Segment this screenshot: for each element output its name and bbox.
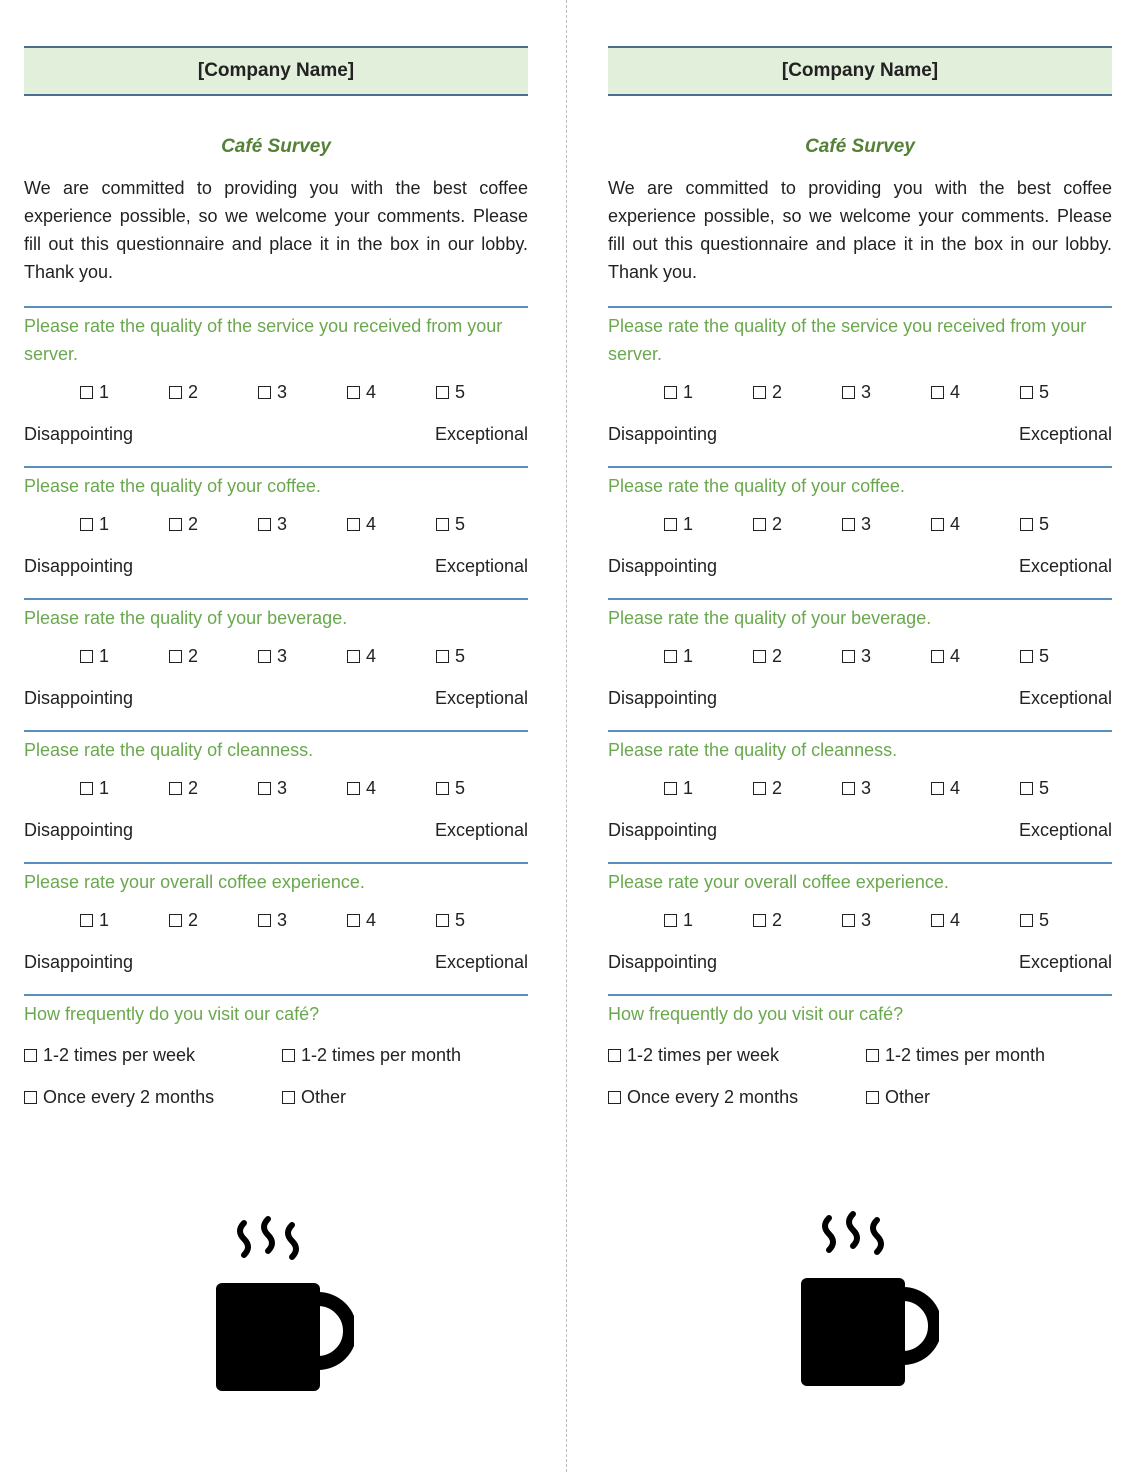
scale-low-label: Disappointing [608, 556, 718, 576]
rating-label: 5 [455, 909, 466, 930]
company-name: [Company Name] [24, 46, 528, 96]
checkbox[interactable] [80, 518, 93, 531]
frequency-options [24, 1042, 528, 1110]
question-text: Please rate the quality of cleanness. [24, 740, 314, 760]
checkbox[interactable] [80, 386, 93, 399]
rating-label: 2 [772, 645, 783, 666]
rating-option-4[interactable] [347, 646, 436, 667]
rating-option-3[interactable] [842, 514, 931, 535]
checkbox[interactable] [436, 386, 449, 399]
checkbox[interactable] [169, 386, 182, 399]
scale-high-label: Exceptional [434, 688, 528, 708]
rating-option-4[interactable] [931, 382, 1020, 403]
question-text: Please rate the quality of your beverage. [24, 608, 348, 628]
checkbox[interactable] [282, 1049, 295, 1062]
rating-label: 5 [1039, 777, 1050, 798]
frequency-label: Other [301, 1087, 347, 1107]
rating-option-4[interactable] [931, 646, 1020, 667]
rating-label: 4 [366, 777, 377, 798]
checkbox[interactable] [80, 914, 93, 927]
rating-option-2[interactable] [753, 514, 842, 535]
question-block [608, 862, 1112, 974]
checkbox[interactable] [347, 782, 360, 795]
rating-scale [608, 950, 1112, 974]
rating-option-3[interactable] [842, 382, 931, 403]
checkbox[interactable] [1020, 518, 1033, 531]
rating-label: 5 [455, 513, 466, 534]
checkbox[interactable] [169, 650, 182, 663]
checkbox[interactable] [169, 914, 182, 927]
rating-label: 4 [950, 513, 961, 534]
rating-option-1[interactable] [664, 646, 753, 667]
scale-low-label: Disappointing [608, 688, 718, 708]
scale-high-label: Exceptional [1018, 424, 1112, 444]
checkbox[interactable] [753, 650, 766, 663]
question-block [24, 730, 528, 842]
rating-scale [24, 950, 528, 974]
scale-low-label: Disappointing [608, 952, 718, 972]
checkbox[interactable] [753, 782, 766, 795]
rating-label: 4 [366, 513, 377, 534]
rating-option-1[interactable] [80, 514, 169, 535]
checkbox[interactable] [664, 650, 677, 663]
frequency-block [24, 994, 528, 1110]
checkbox[interactable] [436, 914, 449, 927]
frequency-option[interactable] [24, 1042, 282, 1068]
checkbox[interactable] [24, 1049, 37, 1062]
checkbox[interactable] [24, 1091, 37, 1104]
rating-option-4[interactable] [931, 910, 1020, 931]
rating-option-4[interactable] [931, 778, 1020, 799]
rating-label: 2 [772, 909, 783, 930]
scale-high-label: Exceptional [434, 556, 528, 576]
rating-option-1[interactable] [80, 646, 169, 667]
rating-label: 1 [99, 645, 110, 666]
rating-option-3[interactable] [842, 910, 931, 931]
rating-option-5[interactable] [1020, 382, 1109, 403]
rating-label: 1 [683, 645, 694, 666]
rating-label: 3 [861, 645, 872, 666]
rating-option-5[interactable] [436, 514, 525, 535]
rating-option-5[interactable] [1020, 646, 1109, 667]
rating-label: 3 [277, 777, 288, 798]
checkbox[interactable] [608, 1091, 621, 1104]
frequency-option[interactable] [866, 1042, 1112, 1068]
question-block [24, 306, 528, 446]
rating-scale [24, 422, 528, 446]
rating-label: 1 [683, 909, 694, 930]
rating-label: 2 [188, 381, 199, 402]
rating-options [24, 510, 528, 538]
frequency-label: 1-2 times per week [627, 1045, 780, 1065]
question-text: Please rate your overall coffee experience. [608, 872, 949, 892]
checkbox[interactable] [931, 914, 944, 927]
checkbox[interactable] [80, 782, 93, 795]
rating-option-1[interactable] [664, 778, 753, 799]
rating-option-2[interactable] [753, 910, 842, 931]
scale-high-label: Exceptional [434, 820, 528, 840]
rating-scale [608, 422, 1112, 446]
rating-label: 5 [1039, 513, 1050, 534]
checkbox[interactable] [258, 386, 271, 399]
checkbox[interactable] [931, 386, 944, 399]
rating-option-4[interactable] [931, 514, 1020, 535]
coffee-mug-icon [212, 1215, 354, 1395]
rating-label: 3 [861, 777, 872, 798]
checkbox[interactable] [169, 518, 182, 531]
rating-label: 1 [683, 777, 694, 798]
scale-high-label: Exceptional [434, 424, 528, 444]
question-block [608, 466, 1112, 578]
question-block [24, 598, 528, 710]
checkbox[interactable] [436, 782, 449, 795]
question-block [608, 306, 1112, 446]
checkbox[interactable] [608, 1049, 621, 1062]
rating-option-2[interactable] [169, 910, 258, 931]
rating-label: 1 [99, 777, 110, 798]
question-text: Please rate the quality of cleanness. [608, 740, 898, 760]
rating-label: 4 [950, 645, 961, 666]
rating-option-2[interactable] [169, 382, 258, 403]
checkbox[interactable] [347, 914, 360, 927]
rating-label: 2 [188, 777, 199, 798]
rating-option-1[interactable] [664, 910, 753, 931]
rating-label: 2 [188, 513, 199, 534]
checkbox[interactable] [842, 914, 855, 927]
rating-option-3[interactable] [258, 514, 347, 535]
frequency-label: 1-2 times per month [301, 1045, 462, 1065]
rating-label: 1 [99, 513, 110, 534]
checkbox[interactable] [664, 914, 677, 927]
scale-high-label: Exceptional [1018, 820, 1112, 840]
checkbox[interactable] [664, 518, 677, 531]
checkbox[interactable] [753, 518, 766, 531]
rating-option-2[interactable] [753, 382, 842, 403]
rating-option-5[interactable] [436, 778, 525, 799]
checkbox[interactable] [842, 782, 855, 795]
coffee-mug-icon [797, 1210, 939, 1390]
rating-option-3[interactable] [258, 646, 347, 667]
rating-scale [608, 686, 1112, 710]
rating-scale [24, 818, 528, 842]
frequency-option[interactable] [282, 1084, 528, 1110]
rating-label: 2 [188, 645, 199, 666]
rating-label: 1 [683, 513, 694, 534]
question-text: Please rate the quality of your coffee. [24, 476, 321, 496]
rating-label: 5 [455, 777, 466, 798]
rating-label: 1 [683, 381, 694, 402]
question-block [24, 466, 528, 578]
rating-options [608, 378, 1112, 406]
rating-label: 5 [1039, 381, 1050, 402]
survey-title: Café Survey [221, 136, 331, 157]
scale-low-label: Disappointing [24, 556, 134, 576]
frequency-block [608, 994, 1112, 1110]
question-text: Please rate the quality of the service you received from your server. [24, 316, 503, 364]
rating-options [24, 378, 528, 406]
rating-label: 5 [1039, 909, 1050, 930]
rating-options [24, 642, 528, 670]
checkbox[interactable] [931, 782, 944, 795]
cut-line [566, 0, 567, 1472]
rating-option-1[interactable] [80, 778, 169, 799]
checkbox[interactable] [80, 650, 93, 663]
rating-label: 4 [366, 381, 377, 402]
checkbox[interactable] [866, 1091, 879, 1104]
rating-option-5[interactable] [436, 382, 525, 403]
checkbox[interactable] [931, 650, 944, 663]
checkbox[interactable] [347, 386, 360, 399]
rating-option-2[interactable] [753, 778, 842, 799]
survey-card-right [608, 46, 1112, 1110]
checkbox[interactable] [753, 914, 766, 927]
rating-label: 4 [950, 909, 961, 930]
rating-label: 2 [772, 381, 783, 402]
rating-option-1[interactable] [664, 382, 753, 403]
question-text: Please rate the quality of your coffee. [608, 476, 905, 496]
rating-option-1[interactable] [80, 382, 169, 403]
rating-option-5[interactable] [436, 646, 525, 667]
rating-option-4[interactable] [347, 382, 436, 403]
rating-label: 3 [277, 645, 288, 666]
checkbox[interactable] [866, 1049, 879, 1062]
checkbox[interactable] [258, 914, 271, 927]
frequency-label: 1-2 times per month [885, 1045, 1046, 1065]
frequency-option[interactable] [608, 1084, 866, 1110]
rating-label: 4 [950, 381, 961, 402]
rating-options [608, 642, 1112, 670]
rating-option-5[interactable] [1020, 514, 1109, 535]
rating-label: 3 [861, 909, 872, 930]
rating-option-4[interactable] [347, 778, 436, 799]
rating-label: 1 [99, 381, 110, 402]
rating-options [608, 510, 1112, 538]
checkbox[interactable] [1020, 650, 1033, 663]
rating-options [608, 774, 1112, 802]
rating-label: 3 [277, 513, 288, 534]
checkbox[interactable] [1020, 386, 1033, 399]
frequency-options [608, 1042, 1112, 1110]
rating-label: 4 [366, 909, 377, 930]
rating-option-3[interactable] [842, 646, 931, 667]
checkbox[interactable] [436, 650, 449, 663]
checkbox[interactable] [169, 782, 182, 795]
survey-card-left [24, 46, 528, 1110]
checkbox[interactable] [258, 518, 271, 531]
rating-label: 5 [1039, 645, 1050, 666]
rating-scale [24, 686, 528, 710]
rating-label: 2 [772, 513, 783, 534]
rating-option-1[interactable] [664, 514, 753, 535]
rating-scale [608, 818, 1112, 842]
frequency-option[interactable] [24, 1084, 282, 1110]
checkbox[interactable] [347, 518, 360, 531]
scale-high-label: Exceptional [1018, 688, 1112, 708]
checkbox[interactable] [664, 386, 677, 399]
rating-option-2[interactable] [753, 646, 842, 667]
rating-options [24, 906, 528, 934]
rating-option-1[interactable] [80, 910, 169, 931]
checkbox[interactable] [1020, 782, 1033, 795]
rating-option-5[interactable] [1020, 778, 1109, 799]
checkbox[interactable] [753, 386, 766, 399]
checkbox[interactable] [1020, 914, 1033, 927]
rating-option-4[interactable] [347, 514, 436, 535]
scale-low-label: Disappointing [608, 820, 718, 840]
checkbox[interactable] [842, 386, 855, 399]
rating-option-3[interactable] [258, 910, 347, 931]
scale-low-label: Disappointing [24, 688, 134, 708]
intro-text: We are committed to providing you with the best coffee experience possible, so we welcome your comments. Please fill out this questionnaire and place it in the box in our lobby. Thank you. [24, 178, 528, 282]
frequency-question: How frequently do you visit our café? [24, 1004, 320, 1024]
rating-option-4[interactable] [347, 910, 436, 931]
rating-label: 3 [861, 513, 872, 534]
scale-low-label: Disappointing [608, 424, 718, 444]
scale-high-label: Exceptional [1018, 952, 1112, 972]
question-block [608, 598, 1112, 710]
scale-high-label: Exceptional [434, 952, 528, 972]
checkbox[interactable] [436, 518, 449, 531]
checkbox[interactable] [258, 782, 271, 795]
company-name: [Company Name] [608, 46, 1112, 96]
rating-label: 3 [861, 381, 872, 402]
checkbox[interactable] [347, 650, 360, 663]
rating-option-3[interactable] [258, 382, 347, 403]
rating-label: 3 [277, 909, 288, 930]
rating-option-2[interactable] [169, 514, 258, 535]
rating-label: 3 [277, 381, 288, 402]
frequency-label: Other [885, 1087, 931, 1107]
rating-options [608, 906, 1112, 934]
frequency-label: Once every 2 months [43, 1087, 215, 1107]
checkbox[interactable] [931, 518, 944, 531]
rating-label: 2 [188, 909, 199, 930]
question-text: Please rate the quality of your beverage. [608, 608, 932, 628]
survey-title: Café Survey [805, 136, 915, 157]
rating-label: 5 [455, 645, 466, 666]
question-block [608, 730, 1112, 842]
question-block [24, 862, 528, 974]
checkbox[interactable] [282, 1091, 295, 1104]
rating-option-5[interactable] [1020, 910, 1109, 931]
scale-low-label: Disappointing [24, 952, 134, 972]
frequency-label: Once every 2 months [627, 1087, 799, 1107]
frequency-label: 1-2 times per week [43, 1045, 196, 1065]
scale-low-label: Disappointing [24, 424, 134, 444]
frequency-option[interactable] [282, 1042, 528, 1068]
checkbox[interactable] [842, 518, 855, 531]
rating-label: 5 [455, 381, 466, 402]
rating-options [24, 774, 528, 802]
rating-label: 1 [99, 909, 110, 930]
checkbox[interactable] [258, 650, 271, 663]
checkbox[interactable] [664, 782, 677, 795]
scale-low-label: Disappointing [24, 820, 134, 840]
rating-option-3[interactable] [842, 778, 931, 799]
intro-text: We are committed to providing you with the best coffee experience possible, so we welcome your comments. Please fill out this questionnaire and place it in the box in our lobby. Thank you. [608, 178, 1112, 282]
frequency-question: How frequently do you visit our café? [608, 1004, 904, 1024]
rating-label: 4 [366, 645, 377, 666]
rating-option-2[interactable] [169, 778, 258, 799]
rating-label: 2 [772, 777, 783, 798]
checkbox[interactable] [842, 650, 855, 663]
question-text: Please rate your overall coffee experience. [24, 872, 365, 892]
rating-option-5[interactable] [436, 910, 525, 931]
rating-option-3[interactable] [258, 778, 347, 799]
frequency-option[interactable] [608, 1042, 866, 1068]
rating-scale [608, 554, 1112, 578]
scale-high-label: Exceptional [1018, 556, 1112, 576]
rating-label: 4 [950, 777, 961, 798]
rating-option-2[interactable] [169, 646, 258, 667]
rating-scale [24, 554, 528, 578]
question-text: Please rate the quality of the service you received from your server. [608, 316, 1087, 364]
frequency-option[interactable] [866, 1084, 1112, 1110]
